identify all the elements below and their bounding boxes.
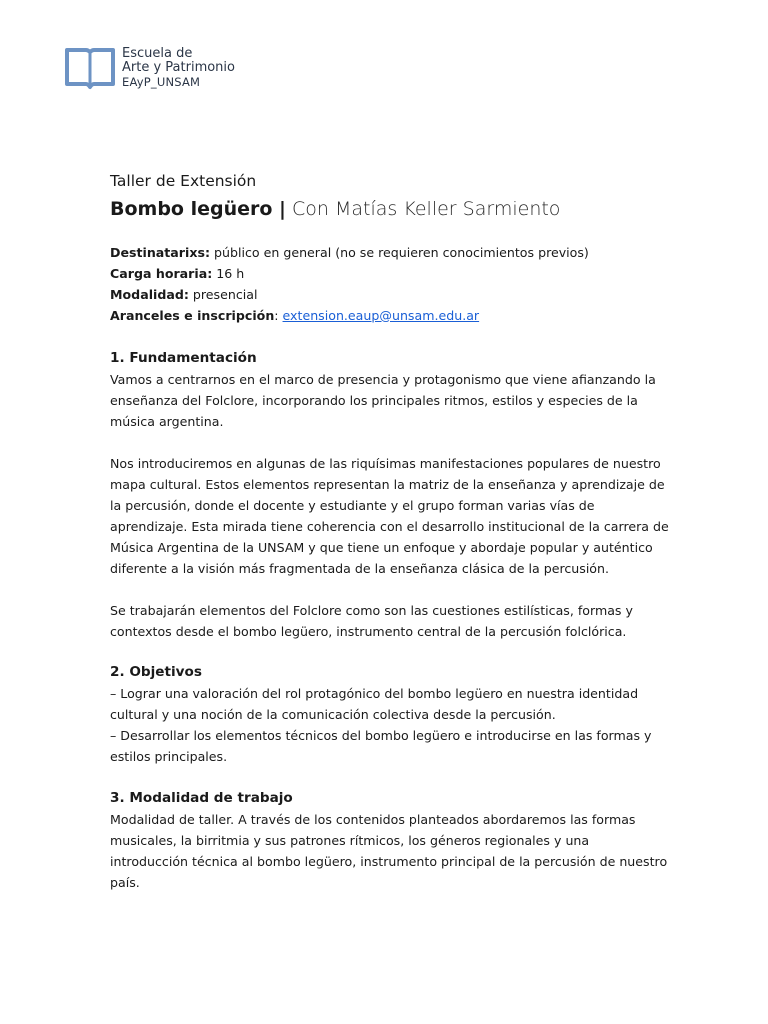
institution-logo [64,44,235,92]
meta-aranceles-sep: : [274,308,283,323]
document-title [110,196,670,222]
section-heading: 3. Modalidad de trabajo [110,790,293,806]
meta-modalidad-label: Modalidad: [110,287,189,302]
list-item: – Desarrollar los elementos técnicos del bombo legüero e introducirse en las formas y estilos principales. [110,728,652,764]
paragraph: Se trabajarán elementos del Folclore como son las cuestiones estilísticas, formas y contextos desde el bombo legüero, instrumento central de la percusión folclórica. [110,603,633,639]
section-modalidad [110,787,670,893]
document-kicker: Taller de Extensión [110,172,257,190]
section-heading: 1. Fundamentación [110,350,257,366]
meta-destinatarios-value: público en general (no se requieren conocimientos previos) [210,245,589,260]
section-heading: 2. Objetivos [110,664,202,680]
meta-destinatarios [110,242,670,263]
meta-carga-label: Carga horaria: [110,266,213,281]
meta-carga [110,263,670,284]
title-instructor: Con Matías Keller Sarmiento [286,198,561,220]
meta-aranceles [110,305,670,326]
paragraph: Nos introduciremos en algunas de las riquísimas manifestaciones populares de nuestro mapa cultural. Estos elementos representan la matriz de la enseñanza y aprendizaje de la percusión, donde el docente y estudiante y el grupo forman varias vías de aprendizaje. Esta mirada tiene coherencia con el desarrollo institucional de la carrera de Música Argentina de la UNSAM y que tiene un enfoque y abordaje popular y auténtico diferente a la visión más fragmentada de la enseñanza clásica de la percusión. [110,456,669,576]
section-objetivos [110,661,670,767]
list-item: – Lograr una valoración del rol protagónico del bombo legüero en nuestra identidad cultural y una noción de la comunicación colectiva desde la percusión. [110,686,639,722]
open-book-icon [64,44,116,92]
paragraph: Modalidad de taller. A través de los contenidos planteados abordaremos las formas musicales, la birritmia y sus patrones rítmicos, los géneros regionales y una introducción técnica al bombo legüero, instrumento principal de la percusión de nuestro país. [110,812,668,890]
logo-line-2: Arte y Patrimonio [122,60,235,75]
logo-line-3: EAyP_UNSAM [122,75,201,89]
document-body [110,170,670,893]
course-meta [110,242,670,326]
meta-aranceles-label: Aranceles e inscripción [110,308,275,323]
title-course: Bombo legüero | [110,198,286,220]
section-fundamentacion [110,347,670,642]
meta-modalidad-value: presencial [188,287,258,302]
paragraph: Vamos a centrarnos en el marco de presencia y protagonismo que viene afianzando la enseñanza del Folclore, incorporando los principales ritmos, estilos y especies de la música argentina. [110,372,656,429]
logo-line-1: Escuela de [122,46,193,61]
contact-email-link[interactable]: extension.eaup@unsam.edu.ar [282,308,480,323]
meta-carga-value: 16 h [212,266,245,281]
logo-wordmark [122,47,235,89]
meta-modalidad [110,284,670,305]
meta-destinatarios-label: Destinatarixs: [110,245,210,260]
